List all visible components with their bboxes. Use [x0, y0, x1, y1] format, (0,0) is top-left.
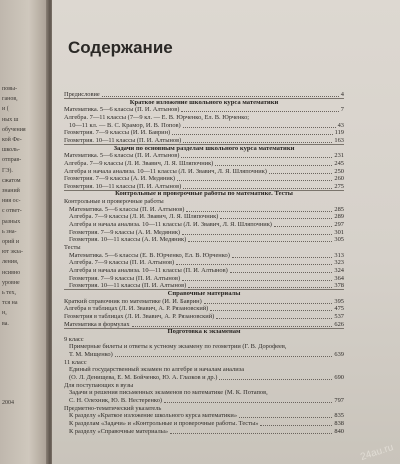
toc-entry-title: Контрольные и проверочные работы	[64, 198, 164, 206]
toc-entry-title: Геометрия. 7—9 классы (П. И. Алтынов)	[69, 274, 181, 282]
toc-page-number: 7	[340, 106, 344, 114]
toc-page-number: 475	[334, 305, 344, 313]
toc-entry-title: Алгебра и начала анализа. 10—11 классы (П. И. Алтынов)	[69, 266, 228, 274]
toc-page-number: 301	[334, 228, 344, 236]
left-page-fragment	[0, 0, 48, 464]
section-rule	[64, 98, 344, 99]
toc-page-number: 797	[334, 397, 344, 404]
toc-page-number: 250	[334, 167, 344, 175]
toc-entry-title: Математика в формулах	[64, 320, 130, 328]
toc-entry-title: 10—11 кл. — В. С. Крамор, И. В. Попов)	[69, 121, 181, 129]
toc-leader-dots	[210, 310, 332, 311]
section-header: Краткое изложение школьного курса математики	[129, 98, 279, 106]
section-header: Задачи по основным разделам школьного курса математики	[113, 144, 295, 152]
toc-leader-dots	[274, 226, 332, 227]
toc-page-number: 260	[334, 175, 344, 183]
left-page-text: разных	[2, 218, 21, 225]
toc-leader-dots	[176, 264, 332, 265]
toc-leader-dots	[181, 157, 332, 158]
toc-page-number: 289	[334, 213, 344, 221]
page-title: Содержание	[68, 38, 173, 57]
toc-entry-title: Единый государственный экзамен по алгебре и началам анализа	[69, 366, 245, 374]
toc-entry-title: Алгебра. 7—9 классы (П. И. Алтынов)	[69, 259, 175, 267]
toc-entry-title: 11 класс	[64, 358, 87, 366]
toc-page-number: 838	[334, 419, 344, 427]
toc-page-number: 245	[334, 159, 344, 167]
toc-page-number: 626	[334, 320, 344, 328]
toc-leader-dots	[204, 303, 333, 304]
toc-page-number: 119	[334, 129, 344, 137]
left-page-text: ления,	[2, 259, 19, 266]
left-page-text: ь тех,	[2, 290, 16, 296]
toc-entry-title: Алгебра. 7—11 классы (7—9 кл. — Е. В. Юрченко, Ел. В. Юрченко;	[64, 113, 250, 121]
toc-entry-title: Геометрия. 7—9 классы (А. И. Медяник)	[64, 175, 176, 183]
toc-entry-title: Алгебра. 7—9 классы (Л. И. Звавич, Л. Я. Шляпочник)	[69, 213, 219, 221]
left-page-text: обучения	[2, 126, 26, 133]
toc-entry-title: Математика. 5—6 классы (П. И. Алтынов)	[64, 106, 180, 114]
left-page-text: ния ос-	[2, 198, 21, 205]
left-page-text: ют экза-	[2, 249, 23, 256]
toc-page-number: 395	[334, 297, 344, 305]
contents-page	[52, 0, 400, 464]
toc-page-number: 231	[334, 152, 344, 160]
toc-entry-title: Краткий справочник по математике (И. И. Баврин)	[64, 297, 202, 305]
toc-page-number: 639	[334, 351, 344, 359]
toc-entry-title: К разделам «Задачи» и «Контрольные и проверочные работы. Тесты»	[69, 419, 259, 427]
left-page-text: и (	[2, 106, 9, 113]
toc-page-number: 323	[334, 259, 344, 267]
toc-entry-title: Геометрия. 10—11 классы (А. И. Медяник)	[69, 236, 187, 244]
section-header: Контрольные и проверочные работы по математике. Тесты	[115, 190, 293, 198]
toc-page-number: 364	[334, 274, 344, 282]
toc-leader-dots	[230, 272, 333, 273]
left-page-text: знаний	[2, 188, 20, 194]
toc-leader-dots	[102, 96, 339, 97]
toc-page-number: 163	[334, 136, 344, 144]
toc-entry-title: К разделу «Справочные материалы»	[69, 427, 169, 435]
toc-leader-dots	[172, 134, 333, 135]
toc-leader-dots	[183, 127, 336, 128]
section-rule	[64, 190, 344, 191]
toc-leader-dots	[219, 379, 332, 380]
left-page-text: отправ-	[2, 157, 22, 164]
toc-page-number: 285	[334, 205, 344, 213]
toc-page-number: 297	[334, 221, 344, 229]
toc-entry-title: Для поступающих в вузы	[64, 381, 134, 389]
toc-leader-dots	[182, 234, 332, 235]
left-page-text: ных ш	[2, 116, 19, 123]
left-page-text: школь-	[2, 147, 20, 154]
toc-leader-dots	[181, 111, 338, 112]
toc-leader-dots	[183, 188, 332, 189]
toc-entry-title: Т. М. Мищенко)	[69, 351, 113, 359]
left-page-text: с ответ-	[2, 208, 22, 215]
toc-leader-dots	[183, 142, 332, 143]
left-page-text: 2004	[2, 400, 14, 406]
toc-entry-title: Математика. 5—6 классы (П. И. Алтынов)	[64, 152, 180, 160]
toc-entry-title: Геометрия в таблицах (Л. И. Звавич, А. Р. Рязановский)	[64, 312, 215, 320]
toc-leader-dots	[132, 326, 333, 327]
toc-entry-title: Задачи и решения письменных экзаменов по математике (М. К. Потапов,	[69, 389, 268, 397]
toc-entry-title: Геометрия. 10—11 классы (П. И. Алтынов)	[69, 282, 187, 290]
toc-leader-dots	[188, 287, 332, 288]
left-page-text: тся на	[2, 300, 18, 307]
section-header: Справочные материалы	[167, 289, 241, 297]
toc-leader-dots	[216, 318, 332, 319]
left-page-text: сжатом	[2, 177, 21, 184]
toc-leader-dots	[260, 425, 332, 426]
toc-entry-title: Геометрия. 7—9 классы (А. И. Медяник)	[69, 228, 181, 236]
toc-page-number: 305	[334, 236, 344, 244]
toc-leader-dots	[232, 257, 333, 258]
toc-page-number: 275	[334, 182, 344, 190]
toc-entry-title: Алгебра и начала анализа. 10—11 классы (Л. И. Звавич, Л. Я. Шляпочник)	[69, 221, 272, 229]
toc-entry-title: Алгебра и начала анализа. 10—11 классы (Л. И. Звавич, Л. Я. Шляпочник)	[64, 167, 267, 175]
toc-page-number: 690	[334, 374, 344, 382]
left-page-text: ганов,	[2, 96, 18, 103]
toc-page-number: 537	[334, 312, 344, 320]
toc-leader-dots	[170, 433, 332, 434]
toc-leader-dots	[182, 280, 332, 281]
left-page-text: ва.	[2, 320, 9, 327]
toc-leader-dots	[269, 173, 332, 174]
left-page-text: повы-	[2, 86, 18, 92]
toc-leader-dots	[186, 211, 332, 212]
toc-entry-title: К разделу «Краткое изложение школьного курса математики»	[69, 412, 238, 420]
toc-entry-title: Тесты	[64, 244, 81, 251]
toc-entry-title: Геометрия. 10—11 классы (П. И. Алтынов)	[64, 182, 182, 190]
toc-entry-title: Алгебра в таблицах (Л. И. Звавич, А. Р. Рязановский)	[64, 305, 209, 313]
left-page-text: орий и	[2, 239, 20, 245]
section-rule	[64, 289, 344, 290]
toc-page-number: 835	[334, 412, 344, 420]
left-page-text: ГЭ).	[2, 167, 13, 174]
section-rule	[64, 328, 344, 329]
toc-page-number: 4	[340, 91, 344, 98]
toc-entry-title: 9 класс	[64, 335, 84, 343]
toc-page-number: 313	[334, 251, 344, 259]
toc-entry-title: Алгебра. 7—9 классы (Л. И. Звавич, Л. Я. Шляпочник)	[64, 159, 214, 167]
toc-entry-title: Математика. 5—6 классы (П. И. Алтынов)	[69, 205, 185, 213]
left-page-text: уровне	[2, 279, 20, 286]
toc-leader-dots	[115, 356, 333, 357]
toc-entry-title: Геометрия. 10—11 классы (П. И. Алтынов)	[64, 136, 182, 144]
left-page-text: нсивно	[2, 269, 21, 276]
toc-entry-title: С. Н. Олехник, Ю. В. Нестеренко)	[69, 397, 163, 404]
toc-entry	[69, 428, 344, 436]
toc-page-number: 840	[334, 427, 344, 435]
left-page-text: ь зна-	[2, 228, 17, 235]
toc-page-number: 43	[337, 121, 344, 129]
toc-entry-title: Математика. 5—6 классы (Е. В. Юрченко, Ел. В. Юрченко)	[69, 251, 230, 259]
toc-page-number: 324	[334, 266, 344, 274]
toc-leader-dots	[239, 417, 332, 418]
toc-leader-dots	[177, 180, 332, 181]
toc-leader-dots	[188, 241, 332, 242]
section-rule	[64, 144, 344, 145]
toc-entry-title: Геометрия. 7—9 классы (И. И. Баврин)	[64, 129, 171, 137]
watermark: 24au.ru	[359, 442, 395, 463]
left-page-text: кой Фе-	[2, 137, 22, 143]
toc-entry-title: Предметно-тематический указатель	[64, 404, 162, 412]
toc-entry-title: Предисловие	[64, 91, 100, 98]
toc-entry-title: Примерные билеты и ответы к устному экзамену по геометрии (Г. В. Дорофеев,	[69, 343, 287, 351]
toc-leader-dots	[164, 402, 332, 403]
toc-leader-dots	[215, 165, 332, 166]
section-header: Подготовка к экзаменам	[167, 328, 241, 336]
left-page-text: н,	[2, 310, 7, 317]
toc-leader-dots	[220, 218, 332, 219]
toc-entry-title: (О. Л. Денищева, Е. М. Бойченко, Ю. А. Глазков и др.)	[69, 374, 218, 382]
toc-page-number: 378	[334, 282, 344, 290]
